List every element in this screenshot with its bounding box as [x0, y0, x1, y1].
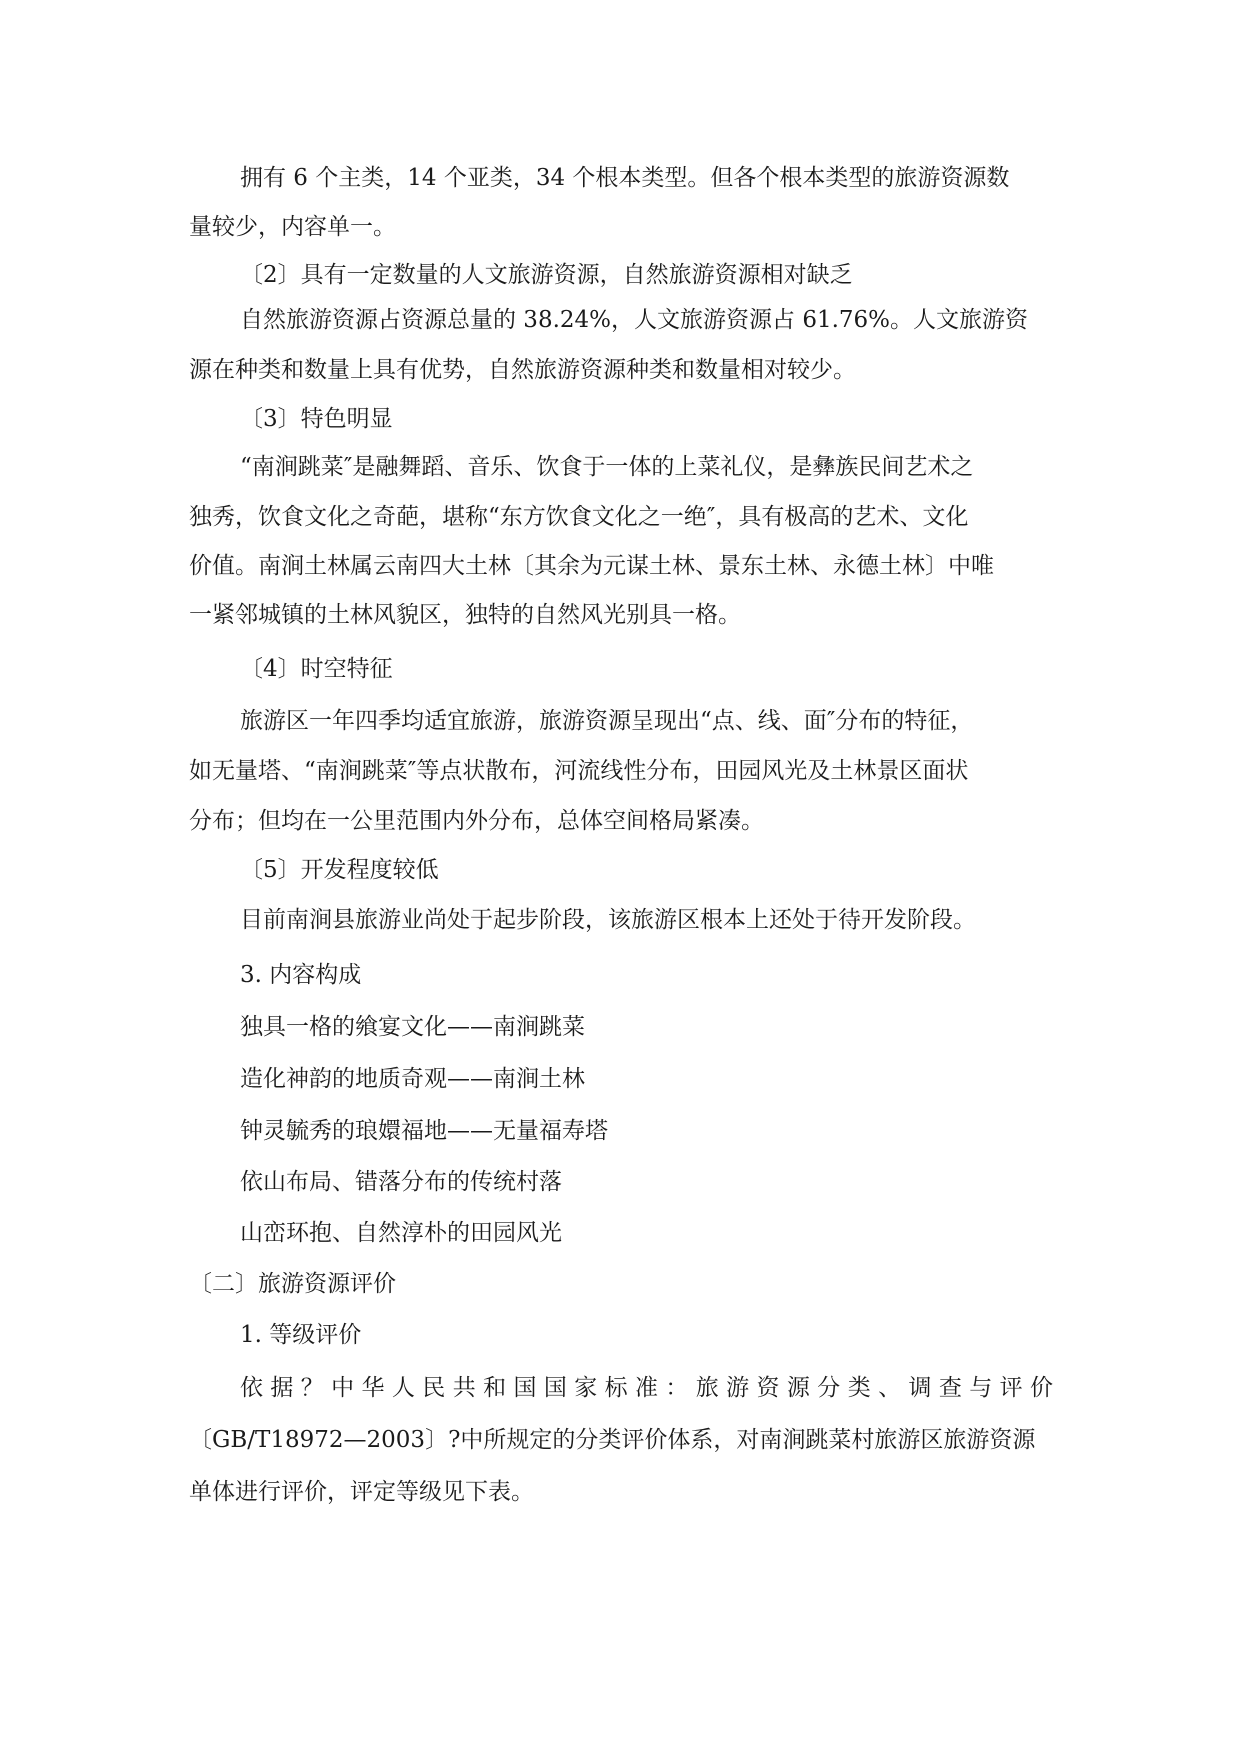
para-line-3: 自然旅游资源占资源总量的 38.24%，人文旅游资源占 61.76%。人文旅游资 — [240, 307, 1029, 333]
list-item-4: 依山布局、错落分布的传统村落 — [240, 1169, 562, 1195]
list-item-1: 独具一格的飨宴文化——南涧跳菜 — [240, 1014, 585, 1040]
para-line-5: “南涧跳菜″是融舞蹈、音乐、饮食于一体的上菜礼仪，是彝族民间艺术之 — [240, 454, 974, 480]
list-item-2: 造化神韵的地质奇观——南涧土林 — [240, 1066, 585, 1092]
heading-5: 〔5〕开发程度较低 — [240, 857, 439, 883]
para-line-14: 〔GB/T18972—2003〕?中所规定的分类评价体系，对南涧跳菜村旅游区旅游资源 — [189, 1427, 1036, 1453]
para-line-4: 源在种类和数量上具有优势，自然旅游资源种类和数量相对较少。 — [189, 357, 856, 383]
para-line-1: 拥有 6 个主类，14 个亚类，34 个根本类型。但各个根本类型的旅游资源数 — [240, 165, 1010, 191]
heading-2: 〔2〕具有一定数量的人文旅游资源，自然旅游资源相对缺乏 — [240, 262, 853, 288]
para-line-9: 旅游区一年四季均适宜旅游，旅游资源呈现出“点、线、面″分布的特征， — [240, 708, 974, 734]
para-line-7: 价值。南涧土林属云南四大土林〔其余为元谋土林、景东土林、永德土林〕中唯 — [189, 553, 994, 579]
para-line-10: 如无量塔、“南涧跳菜″等点状散布，河流线性分布，田园风光及土林景区面状 — [189, 758, 969, 784]
para-line-12: 目前南涧县旅游业尚处于起步阶段，该旅游区根本上还处于待开发阶段。 — [240, 907, 976, 933]
heading-4: 〔4〕时空特征 — [240, 656, 393, 682]
section-2-heading: 〔二〕旅游资源评价 — [189, 1271, 396, 1297]
list-item-5: 山峦环抱、自然淳朴的田园风光 — [240, 1220, 562, 1246]
list-item-3: 钟灵毓秀的琅嬛福地——无量福寿塔 — [240, 1118, 608, 1144]
para-line-8: 一紧邻城镇的土林风貌区，独特的自然风光别具一格。 — [189, 602, 741, 628]
para-line-15: 单体进行评价，评定等级见下表。 — [189, 1479, 534, 1505]
para-line-2: 量较少，内容单一。 — [189, 214, 396, 240]
section-3-heading: 3. 内容构成 — [240, 962, 362, 988]
para-line-13: 依据？中华人民共和国国家标准：旅游资源分类、调查与评价 — [240, 1375, 1053, 1401]
subsection-1-heading: 1. 等级评价 — [240, 1322, 362, 1348]
para-line-11: 分布；但均在一公里范围内外分布，总体空间格局紧凑。 — [189, 808, 764, 834]
para-line-6: 独秀，饮食文化之奇葩，堪称“东方饮食文化之一绝″，具有极高的艺术、文化 — [189, 504, 969, 530]
heading-3: 〔3〕特色明显 — [240, 406, 393, 432]
